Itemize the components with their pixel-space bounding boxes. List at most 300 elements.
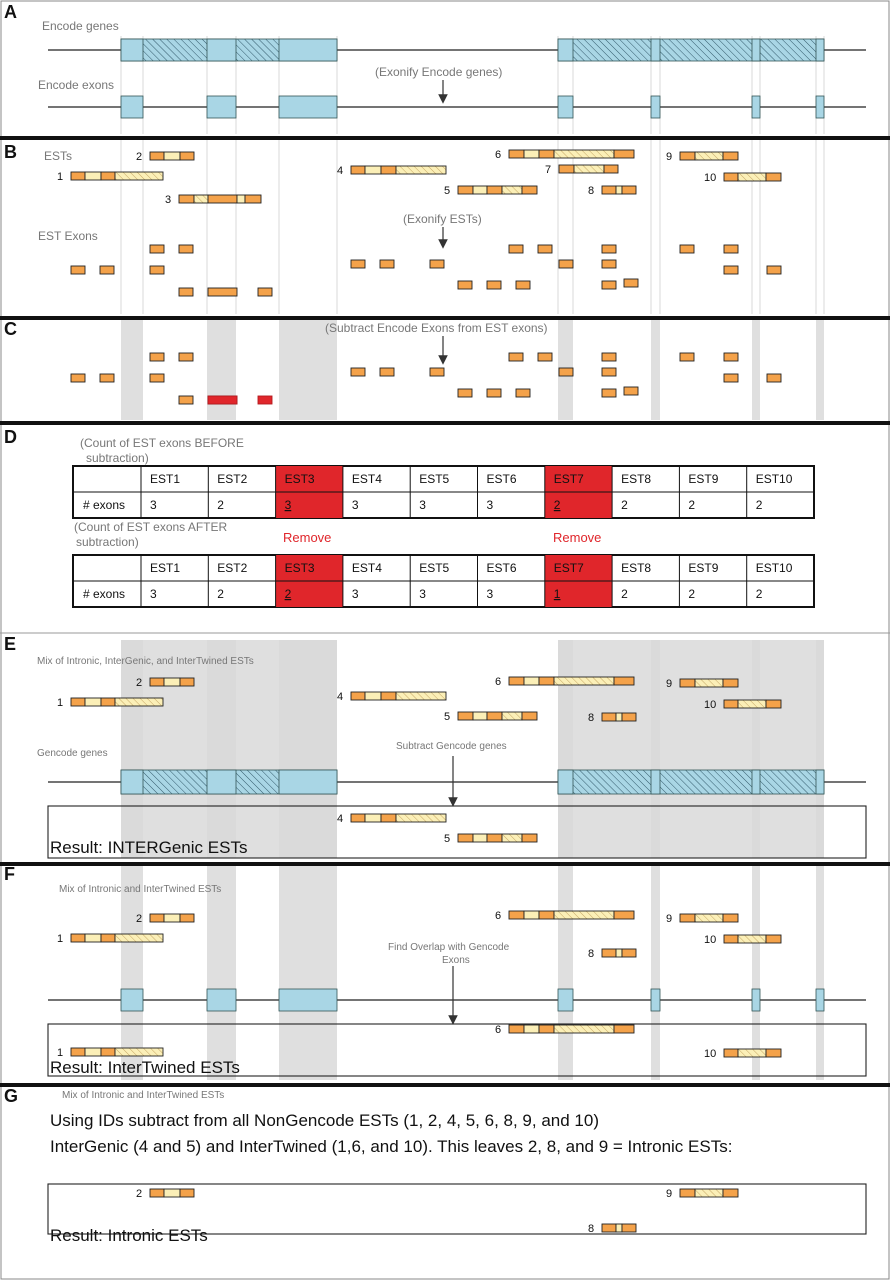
gene-shade bbox=[121, 640, 337, 858]
est-exon bbox=[602, 389, 616, 397]
exon-shade bbox=[816, 866, 824, 1080]
table-header-cell: EST10 bbox=[755, 472, 793, 486]
est-segment bbox=[724, 935, 738, 943]
gene-exon bbox=[752, 770, 760, 794]
remove-label-est7: Remove bbox=[553, 530, 602, 545]
est-segment bbox=[509, 911, 524, 919]
est-exon bbox=[150, 245, 164, 253]
gene-exon bbox=[752, 39, 760, 61]
est-number-label: 5 bbox=[444, 833, 451, 845]
est-segment bbox=[473, 712, 487, 720]
est-segment bbox=[180, 914, 194, 922]
est-segment bbox=[150, 914, 164, 922]
est-exon bbox=[509, 245, 523, 253]
exon-shade bbox=[651, 318, 660, 420]
gene-exon bbox=[121, 96, 143, 118]
est-number-label: 10 bbox=[704, 172, 717, 184]
gene-exon bbox=[651, 39, 660, 61]
gene-exon bbox=[279, 39, 337, 61]
panel-letter-c: C bbox=[4, 319, 17, 339]
remove-label-est3: Remove bbox=[283, 530, 332, 545]
est-segment bbox=[101, 934, 115, 942]
est-segment bbox=[381, 692, 396, 700]
est-segment bbox=[554, 1025, 614, 1033]
table-value-cell: 3 bbox=[486, 498, 494, 512]
est-exon bbox=[538, 245, 552, 253]
table-row-label: # exons bbox=[83, 498, 126, 512]
est-exon bbox=[179, 288, 193, 296]
table-header-cell: EST4 bbox=[351, 561, 382, 575]
table-header-cell: EST8 bbox=[621, 472, 652, 486]
table-value-cell: 3 bbox=[351, 498, 359, 512]
est-exon bbox=[538, 353, 552, 361]
est-number-label: 6 bbox=[495, 676, 502, 688]
g-text-line2: InterGenic (4 and 5) and InterTwined (1,6, and 10). This leaves 2, 8, and 9 = Intronic ESTs: bbox=[50, 1137, 733, 1156]
est-segment bbox=[622, 186, 636, 194]
est-segment bbox=[194, 195, 208, 203]
est-exon bbox=[602, 353, 616, 361]
est-exon bbox=[150, 374, 164, 382]
after-caption-line1: (Count of EST exons AFTER bbox=[74, 520, 228, 534]
gene-exon bbox=[279, 96, 337, 118]
table-value-cell: 2 bbox=[621, 498, 628, 512]
est-exon bbox=[516, 389, 530, 397]
est-exon bbox=[380, 368, 394, 376]
est-exon bbox=[509, 353, 523, 361]
exon-shade bbox=[279, 866, 337, 1080]
est-segment bbox=[396, 692, 446, 700]
mix-label-g: Mix of Intronic and InterTwined ESTs bbox=[62, 1090, 225, 1101]
exon-shade bbox=[651, 866, 660, 1080]
est-segment bbox=[738, 935, 766, 943]
est-segment bbox=[101, 698, 115, 706]
est-segment bbox=[365, 692, 381, 700]
table-value-cell: 2 bbox=[217, 587, 224, 601]
est-segment bbox=[473, 834, 487, 842]
panel-divider bbox=[0, 316, 890, 320]
table-value-cell: 3 bbox=[419, 587, 426, 601]
gene-exon bbox=[752, 96, 760, 118]
panel-divider bbox=[0, 1083, 890, 1087]
table-header-cell: EST2 bbox=[217, 561, 248, 575]
exon-shade bbox=[558, 866, 573, 1080]
table-value-cell: 2 bbox=[217, 498, 224, 512]
est-segment bbox=[723, 152, 738, 160]
panel-letter-a: A bbox=[4, 2, 17, 22]
est-segment bbox=[695, 1189, 723, 1197]
encode-exons-label: Encode exons bbox=[38, 78, 115, 92]
est-segment bbox=[180, 152, 194, 160]
gene-exon bbox=[752, 989, 760, 1011]
before-caption-line1: (Count of EST exons BEFORE bbox=[80, 436, 244, 450]
table-header-cell: EST2 bbox=[217, 472, 248, 486]
gene-exon bbox=[816, 96, 824, 118]
est-segment bbox=[351, 166, 365, 174]
table-after bbox=[73, 555, 814, 607]
table-header-cell: EST7 bbox=[553, 561, 584, 575]
result-intronic: Result: Intronic ESTs bbox=[50, 1226, 208, 1245]
est-segment bbox=[85, 934, 101, 942]
table-value-cell: 2 bbox=[755, 587, 763, 601]
est-segment bbox=[509, 677, 524, 685]
est-number-label: 4 bbox=[337, 165, 344, 177]
est-number-label: 2 bbox=[136, 677, 143, 689]
est-segment bbox=[539, 150, 554, 158]
table-before bbox=[73, 466, 814, 518]
est-segment bbox=[602, 713, 616, 721]
est-number-label: 4 bbox=[337, 813, 344, 825]
est-segment bbox=[602, 186, 616, 194]
est-exon bbox=[258, 288, 272, 296]
est-segment bbox=[616, 1224, 622, 1232]
est-segment bbox=[237, 195, 245, 203]
subtract-gencode-label: Subtract Gencode genes bbox=[396, 741, 507, 752]
gene-exon bbox=[207, 96, 236, 118]
panel-letter-b: B bbox=[4, 142, 17, 162]
est-exon bbox=[602, 245, 616, 253]
est-exon bbox=[150, 266, 164, 274]
est-segment bbox=[680, 914, 695, 922]
est-segment bbox=[539, 677, 554, 685]
est-segment bbox=[150, 152, 164, 160]
est-number-label: 6 bbox=[495, 1024, 502, 1036]
est-segment bbox=[164, 1189, 180, 1197]
table-header-cell: EST8 bbox=[621, 561, 652, 575]
est-exon bbox=[208, 288, 237, 296]
est-number-label: 1 bbox=[57, 697, 64, 709]
gene-exon bbox=[651, 770, 660, 794]
table-value-cell: 3 bbox=[150, 587, 157, 601]
est-exon bbox=[624, 387, 638, 395]
est-segment bbox=[622, 949, 636, 957]
est-segment bbox=[766, 935, 781, 943]
est-segment bbox=[680, 679, 695, 687]
est-segment bbox=[365, 166, 381, 174]
est-segment bbox=[85, 1048, 101, 1056]
est-segment bbox=[115, 698, 163, 706]
est-segment bbox=[179, 195, 194, 203]
est-segment bbox=[766, 700, 781, 708]
est-segment bbox=[351, 814, 365, 822]
est-segment bbox=[502, 186, 522, 194]
gene-exon bbox=[651, 96, 660, 118]
after-caption-line2: subtraction) bbox=[76, 535, 139, 549]
est-number-label: 1 bbox=[57, 933, 64, 945]
est-segment bbox=[502, 712, 522, 720]
subtract-encode-label: (Subtract Encode Exons from EST exons) bbox=[325, 321, 548, 335]
est-segment bbox=[245, 195, 261, 203]
est-segment bbox=[164, 914, 180, 922]
table-header-cell: EST6 bbox=[486, 472, 517, 486]
est-number-label: 7 bbox=[545, 164, 552, 176]
est-number-label: 6 bbox=[495, 149, 502, 161]
gene-shade bbox=[558, 640, 824, 858]
table-value-cell: 2 bbox=[688, 587, 696, 601]
est-exon bbox=[602, 368, 616, 376]
gene-exon bbox=[816, 989, 824, 1011]
est-exon bbox=[458, 389, 472, 397]
est-segment bbox=[695, 914, 723, 922]
est-segment bbox=[101, 1048, 115, 1056]
est-segment bbox=[724, 173, 738, 181]
est-exon bbox=[624, 279, 638, 287]
table-value-cell: 2 bbox=[284, 587, 292, 601]
est-exon bbox=[71, 374, 85, 382]
est-exon bbox=[559, 260, 573, 268]
est-segment bbox=[509, 1025, 524, 1033]
est-segment bbox=[164, 678, 180, 686]
gene-body bbox=[558, 39, 824, 61]
est-segment bbox=[150, 678, 164, 686]
subtracted-exon bbox=[208, 396, 237, 404]
est-segment bbox=[180, 1189, 194, 1197]
est-exon bbox=[380, 260, 394, 268]
est-segment bbox=[738, 700, 766, 708]
est-segment bbox=[616, 186, 622, 194]
gene-exon bbox=[121, 770, 143, 794]
est-segment bbox=[458, 712, 473, 720]
est-number-label: 8 bbox=[588, 185, 595, 197]
est-segment bbox=[502, 834, 522, 842]
est-number-label: 9 bbox=[666, 151, 673, 163]
est-segment bbox=[554, 911, 614, 919]
table-value-cell: 2 bbox=[755, 498, 763, 512]
est-exon bbox=[602, 281, 616, 289]
est-exons-label: EST Exons bbox=[38, 229, 98, 243]
table-header-cell: EST9 bbox=[688, 561, 719, 575]
est-exon bbox=[179, 396, 193, 404]
est-segment bbox=[539, 911, 554, 919]
table-header-cell: EST1 bbox=[150, 561, 181, 575]
exon-shade bbox=[121, 318, 143, 420]
est-number-label: 1 bbox=[57, 1047, 64, 1059]
est-exon bbox=[150, 353, 164, 361]
est-exon bbox=[100, 266, 114, 274]
est-exon bbox=[767, 374, 781, 382]
est-exon bbox=[351, 368, 365, 376]
encode-genes-label: Encode genes bbox=[42, 19, 119, 33]
est-segment bbox=[723, 679, 738, 687]
table-header-cell: EST7 bbox=[553, 472, 584, 486]
est-number-label: 10 bbox=[704, 1048, 717, 1060]
table-header-cell: EST10 bbox=[755, 561, 793, 575]
est-segment bbox=[524, 911, 539, 919]
panel-letter-d: D bbox=[4, 427, 17, 447]
est-segment bbox=[85, 172, 101, 180]
gene-exon bbox=[816, 39, 824, 61]
est-number-label: 1 bbox=[57, 171, 64, 183]
est-exon bbox=[724, 353, 738, 361]
table-header-cell: EST3 bbox=[284, 561, 315, 575]
gene-exon bbox=[558, 989, 573, 1011]
est-segment bbox=[602, 949, 616, 957]
gene-exon bbox=[279, 989, 337, 1011]
table-value-cell: 2 bbox=[553, 498, 561, 512]
est-segment bbox=[509, 150, 524, 158]
est-segment bbox=[164, 152, 180, 160]
table-header-cell: EST4 bbox=[351, 472, 382, 486]
gene-exon bbox=[207, 770, 236, 794]
est-segment bbox=[680, 1189, 695, 1197]
est-number-label: 5 bbox=[444, 711, 451, 723]
est-segment bbox=[738, 1049, 766, 1057]
est-segment bbox=[614, 150, 634, 158]
est-segment bbox=[381, 166, 396, 174]
table-value-cell: 3 bbox=[351, 587, 359, 601]
overlap-label-line2: Exons bbox=[442, 955, 470, 966]
est-segment bbox=[695, 152, 723, 160]
est-segment bbox=[487, 834, 502, 842]
est-exon bbox=[71, 266, 85, 274]
est-exon bbox=[724, 245, 738, 253]
est-exon bbox=[351, 260, 365, 268]
est-segment bbox=[622, 713, 636, 721]
mix-label-f: Mix of Intronic and InterTwined ESTs bbox=[59, 884, 222, 895]
est-segment bbox=[458, 186, 473, 194]
est-segment bbox=[487, 186, 502, 194]
est-exon bbox=[724, 266, 738, 274]
gene-exon bbox=[207, 989, 236, 1011]
est-segment bbox=[616, 949, 622, 957]
est-segment bbox=[539, 1025, 554, 1033]
est-segment bbox=[522, 712, 537, 720]
panel-letter-f: F bbox=[4, 864, 15, 884]
gene-exon bbox=[121, 39, 143, 61]
exon-shade bbox=[816, 318, 824, 420]
est-segment bbox=[208, 195, 237, 203]
est-exon bbox=[179, 353, 193, 361]
est-number-label: 6 bbox=[495, 910, 502, 922]
est-number-label: 10 bbox=[704, 699, 717, 711]
est-segment bbox=[738, 173, 766, 181]
est-segment bbox=[71, 172, 85, 180]
gene-exon bbox=[207, 39, 236, 61]
result-intertwined: Result: InterTwined ESTs bbox=[50, 1058, 240, 1077]
panel-letter-g: G bbox=[4, 1086, 19, 1106]
est-segment bbox=[766, 1049, 781, 1057]
panel-letter-e: E bbox=[4, 634, 17, 654]
panel-divider bbox=[0, 136, 890, 140]
gene-exon bbox=[816, 770, 824, 794]
gene-exon bbox=[558, 96, 573, 118]
est-segment bbox=[524, 677, 539, 685]
exonify-ests-label: (Exonify ESTs) bbox=[403, 212, 482, 226]
est-segment bbox=[458, 834, 473, 842]
result-boxes-layer bbox=[48, 806, 866, 1234]
est-segment bbox=[487, 712, 502, 720]
gene-exon bbox=[279, 770, 337, 794]
est-number-label: 5 bbox=[444, 185, 451, 197]
table-value-cell: 3 bbox=[419, 498, 426, 512]
est-segment bbox=[180, 678, 194, 686]
est-number-label: 8 bbox=[588, 712, 595, 724]
exon-shade bbox=[207, 318, 236, 420]
est-exon bbox=[430, 260, 444, 268]
est-segment bbox=[396, 166, 446, 174]
est-number-label: 4 bbox=[337, 691, 344, 703]
table-header-cell: EST6 bbox=[486, 561, 517, 575]
est-number-label: 2 bbox=[136, 1188, 143, 1200]
gene-exon bbox=[121, 989, 143, 1011]
table-value-cell: 3 bbox=[486, 587, 494, 601]
est-segment bbox=[524, 1025, 539, 1033]
est-segment bbox=[115, 934, 163, 942]
est-segment bbox=[71, 698, 85, 706]
est-segment bbox=[101, 172, 115, 180]
est-exon bbox=[680, 245, 694, 253]
est-segment bbox=[473, 186, 487, 194]
mix-label-e: Mix of Intronic, InterGenic, and InterTwined ESTs bbox=[37, 656, 254, 667]
panel-divider bbox=[0, 862, 890, 866]
exon-shade bbox=[207, 866, 236, 1080]
subtracted-exon bbox=[258, 396, 272, 404]
est-number-label: 3 bbox=[165, 194, 172, 206]
table-value-cell: 3 bbox=[284, 498, 292, 512]
est-exon bbox=[458, 281, 472, 289]
est-segment bbox=[614, 911, 634, 919]
gencode-genes-label: Gencode genes bbox=[37, 748, 108, 759]
est-segment bbox=[71, 934, 85, 942]
est-exon bbox=[680, 353, 694, 361]
est-exon bbox=[487, 281, 501, 289]
est-segment bbox=[351, 692, 365, 700]
table-value-cell: 3 bbox=[150, 498, 157, 512]
est-segment bbox=[616, 713, 622, 721]
est-segment bbox=[85, 698, 101, 706]
est-number-label: 9 bbox=[666, 678, 673, 690]
table-header-cell: EST5 bbox=[419, 561, 450, 575]
est-segment bbox=[604, 165, 618, 173]
gene-exon bbox=[558, 770, 573, 794]
est-number-label: 8 bbox=[588, 1223, 595, 1235]
est-exon bbox=[724, 374, 738, 382]
est-number-label: 9 bbox=[666, 913, 673, 925]
ests-label: ESTs bbox=[44, 149, 73, 163]
est-segment bbox=[554, 150, 614, 158]
est-exon bbox=[179, 245, 193, 253]
est-segment bbox=[574, 165, 604, 173]
table-header-cell: EST1 bbox=[150, 472, 181, 486]
panel-divider bbox=[0, 421, 890, 425]
before-caption-line2: subtraction) bbox=[86, 451, 149, 465]
est-exon bbox=[767, 266, 781, 274]
exonify-genes-label: (Exonify Encode genes) bbox=[375, 65, 503, 79]
est-exon bbox=[559, 368, 573, 376]
est-segment bbox=[365, 814, 381, 822]
est-segment bbox=[71, 1048, 85, 1056]
est-segment bbox=[396, 814, 446, 822]
table-header-cell: EST5 bbox=[419, 472, 450, 486]
est-exon bbox=[100, 374, 114, 382]
table-header-cell: EST9 bbox=[688, 472, 719, 486]
est-segment bbox=[381, 814, 396, 822]
est-segment bbox=[522, 834, 537, 842]
est-segment bbox=[602, 1224, 616, 1232]
est-segment bbox=[622, 1224, 636, 1232]
est-segment bbox=[614, 1025, 634, 1033]
est-segment bbox=[524, 150, 539, 158]
overlap-label-line1: Find Overlap with Gencode bbox=[388, 942, 510, 953]
exon-shade bbox=[752, 866, 760, 1080]
est-segment bbox=[559, 165, 574, 173]
est-number-label: 2 bbox=[136, 151, 143, 163]
est-segment bbox=[723, 1189, 738, 1197]
est-segment bbox=[723, 914, 738, 922]
est-segment bbox=[680, 152, 695, 160]
est-number-label: 8 bbox=[588, 948, 595, 960]
est-segment bbox=[724, 700, 738, 708]
est-segment bbox=[695, 679, 723, 687]
